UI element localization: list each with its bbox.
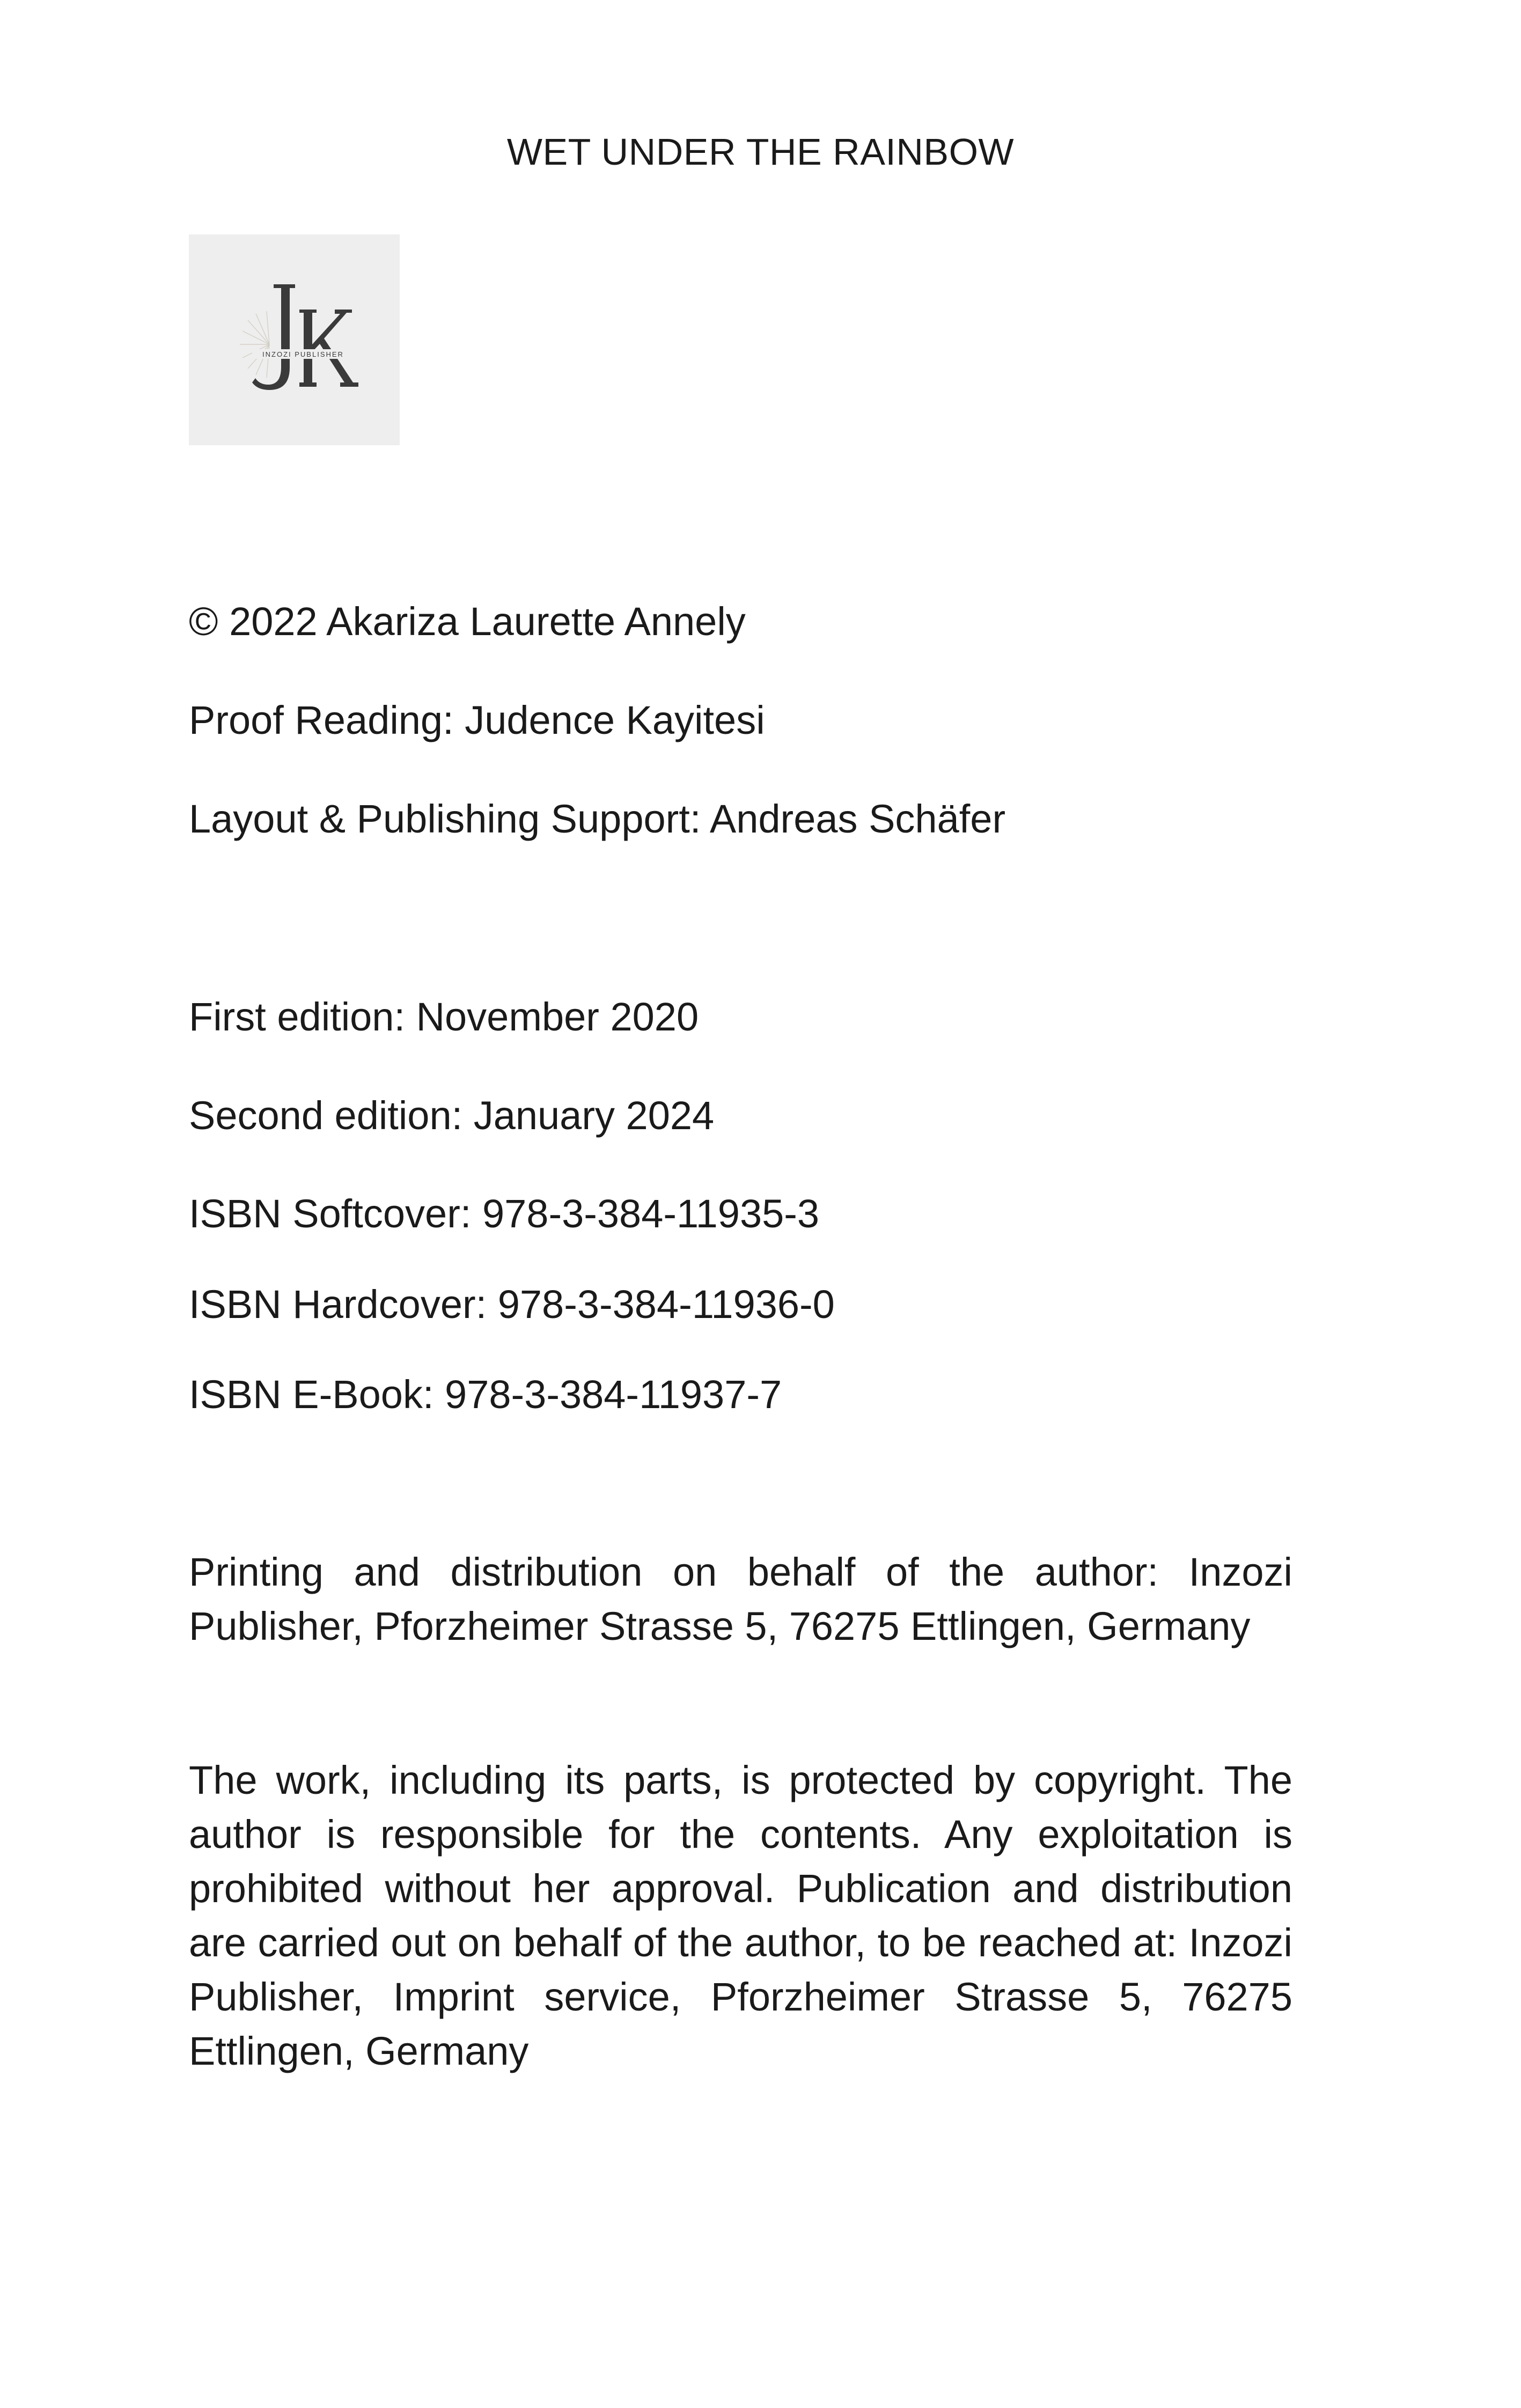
copyright-line: © 2022 Akariza Laurette Annely [189,599,746,644]
layout-support-line: Layout & Publishing Support: Andreas Schäfer [189,797,1006,841]
jk-monogram-icon [189,234,400,445]
logo-caption: INZOZI PUBLISHER [262,350,344,358]
proof-reading-line: Proof Reading: Judence Kayitesi [189,698,765,742]
second-edition-line: Second edition: January 2024 [189,1093,715,1138]
printing-distribution-paragraph: Printing and distribution on behalf of the author: Inzozi Publisher, Pforzheimer Strasse 5, 76275 Ettlingen, Germany [189,1550,1292,1648]
first-edition-line: First edition: November 2020 [189,995,699,1039]
isbn-hardcover-line: ISBN Hardcover: 978-3-384-11936-0 [189,1282,835,1327]
isbn-softcover-line: ISBN Softcover: 978-3-384-11935-3 [189,1191,820,1236]
isbn-ebook-line: ISBN E-Book: 978-3-384-11937-7 [189,1372,782,1417]
publisher-logo [189,234,400,445]
copyright-notice-paragraph: The work, including its parts, is protected by copyright. The author is responsible for the contents. Any exploitation is prohibited without her approval. Publication and distribution are carried out on behalf of the author, to be reached at: Inzozi Publisher, Imprint service, Pforzheimer Strasse 5, 76275 Ettlingen, Germany [189,1758,1292,2073]
book-title: WET UNDER THE RAINBOW [506,131,1015,173]
